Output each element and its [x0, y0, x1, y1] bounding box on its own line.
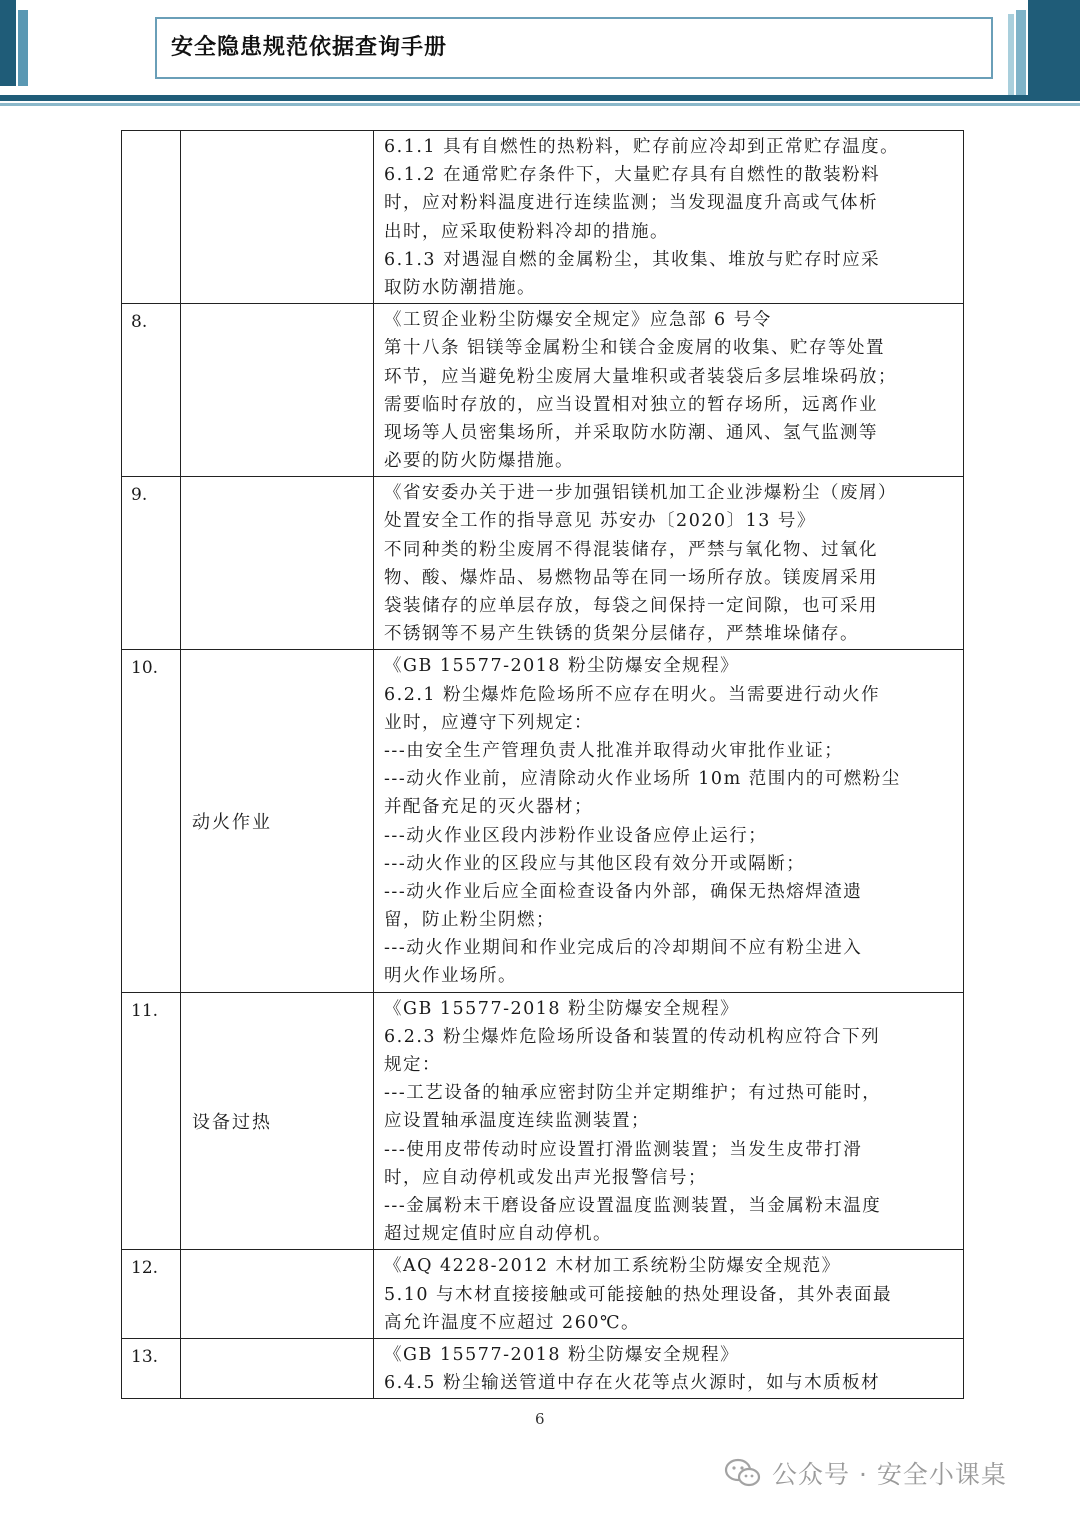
basis-text-line: ---动火作业前，应清除动火作业场所 10m 范围内的可燃粉尘 [384, 769, 901, 790]
table-row [122, 304, 964, 477]
header-band-right-accent [1016, 10, 1026, 98]
basis-text-line: ---动火作业区段内涉粉作业设备应停止运行； [384, 825, 768, 846]
header-band-left [0, 0, 16, 86]
row-number: 13. [122, 1338, 181, 1398]
hazard-item: 设备过热 [181, 992, 374, 1250]
hazard-item [181, 304, 374, 477]
basis-text-line: 6.1.2 在通常贮存条件下，大量贮存具有自燃性的散装粉料 [384, 165, 881, 186]
table-row [122, 992, 964, 1250]
basis-text-line: 规定： [384, 1055, 441, 1075]
basis-text-line: 出时，应采取使粉料冷却的措施。 [384, 221, 669, 242]
basis-text-line: ---金属粉末干磨设备应设置温度监测装置，当金属粉末温度 [384, 1195, 882, 1216]
basis-text-line: ---工艺设备的轴承应密封防尘并定期维护；有过热可能时， [384, 1083, 882, 1104]
watermark-text: 公众号 · 安全小课桌 [772, 1460, 1007, 1489]
basis-text-line: 第十八条 铝镁等金属粉尘和镁合金废屑的收集、贮存等处置 [384, 338, 886, 359]
regulation-basis [374, 131, 964, 304]
basis-text-line: 6.1.1 具有自燃性的热粉料，贮存前应冷却到正常贮存温度。 [384, 137, 900, 157]
basis-text-line: 现场等人员密集场所，并采取防水防潮、通风、氢气监测等 [384, 422, 878, 443]
table-row [122, 650, 964, 992]
basis-text-line: 时，应对粉料温度进行连续监测；当发现温度升高或气体析 [384, 193, 878, 214]
table-row [122, 1250, 964, 1339]
basis-text-line: 不同种类的粉尘废屑不得混装储存，严禁与氧化物、过氧化 [384, 539, 878, 560]
header-band-right [1028, 0, 1080, 100]
page-number: 6 [535, 1410, 545, 1428]
basis-text-line: 超过规定值时应自动停机。 [384, 1224, 612, 1245]
basis-text-line: 6.1.3 对遇湿自燃的金属粉尘，其收集、堆放与贮存时应采 [384, 249, 881, 270]
basis-text-line: 应设置轴承温度连续监测装置； [384, 1111, 650, 1132]
row-number [122, 131, 181, 304]
row-number: 8. [122, 304, 181, 477]
basis-text-line: 《AQ 4228-2012 木材加工系统粉尘防爆安全规范》 [384, 1256, 841, 1277]
header-rule-dark [0, 95, 1080, 101]
basis-text-line: 不锈钢等不易产生铁锈的货架分层储存，严禁堆垛储存。 [384, 624, 859, 645]
regulation-basis [374, 650, 964, 992]
regulation-basis [374, 1250, 964, 1339]
regulation-basis [374, 1338, 964, 1398]
regulation-basis [374, 992, 964, 1250]
basis-text-line: 6.2.3 粉尘爆炸危险场所设备和装置的传动机构应符合下列 [384, 1026, 881, 1047]
basis-text-line: 并配备充足的灭火器材； [384, 797, 593, 818]
table-row [122, 477, 964, 650]
basis-text-line: 留，防止粉尘阴燃； [384, 910, 555, 931]
row-number: 10. [122, 650, 181, 992]
basis-text-line: 《省安委办关于进一步加强铝镁机加工企业涉爆粉尘（废屑） [384, 483, 897, 504]
basis-text-line: 必要的防火防爆措施。 [384, 451, 574, 472]
basis-text-line: ---动火作业后应全面检查设备内外部，确保无热熔焊渣遗 [384, 881, 863, 902]
watermark [724, 1455, 1007, 1491]
table-row [122, 1338, 964, 1398]
page-title: 安全隐患规范依据查询手册 [171, 35, 448, 60]
basis-text-line: 需要临时存放的，应当设置相对独立的暂存场所，远离作业 [384, 394, 878, 415]
hazard-item [181, 131, 374, 304]
hazard-item [181, 1250, 374, 1339]
hazard-item [181, 1338, 374, 1398]
header-title-box [155, 17, 993, 79]
header-rule-light [0, 103, 1080, 106]
basis-text-line: 《GB 15577-2018 粉尘防爆安全规程》 [384, 998, 740, 1019]
basis-text-line: 《工贸企业粉尘防爆安全规定》应急部 6 号令 [384, 310, 772, 331]
table-row [122, 131, 964, 304]
basis-text-line: 5.10 与木材直接接触或可能接触的热处理设备，其外表面最 [384, 1284, 893, 1305]
basis-text-line: 明火作业场所。 [384, 966, 517, 987]
header-band-left-accent [18, 10, 28, 86]
basis-text-line: 《GB 15577-2018 粉尘防爆安全规程》 [384, 1344, 740, 1365]
wechat-icon [724, 1458, 762, 1488]
basis-text-line: 6.4.5 粉尘输送管道中存在火花等点火源时，如与木质板材 [384, 1373, 881, 1394]
hazard-item [181, 477, 374, 650]
hazard-item: 动火作业 [181, 650, 374, 992]
basis-text-line: 袋装储存的应单层存放，每袋之间保持一定间隙，也可采用 [384, 596, 878, 616]
row-number: 11. [122, 992, 181, 1250]
basis-text-line: ---动火作业的区段应与其他区段有效分开或隔断； [384, 853, 806, 874]
basis-text-line: 《GB 15577-2018 粉尘防爆安全规程》 [384, 656, 740, 677]
basis-text-line: 环节，应当避免粉尘废屑大量堆积或者装袋后多层堆垛码放； [384, 366, 897, 387]
basis-text-line: ---使用皮带传动时应设置打滑监测装置；当发生皮带打滑 [384, 1139, 863, 1160]
row-number: 12. [122, 1250, 181, 1339]
row-number: 9. [122, 477, 181, 650]
basis-text-line: 取防水防潮措施。 [384, 277, 536, 298]
basis-text-line: ---由安全生产管理负责人批准并取得动火审批作业证； [384, 740, 844, 761]
regulation-basis [374, 477, 964, 650]
header-band-right-accent-light [1008, 14, 1014, 98]
basis-text-line: 6.2.1 粉尘爆炸危险场所不应存在明火。当需要进行动火作 [384, 684, 881, 705]
basis-text-line: 业时，应遵守下列规定： [384, 712, 593, 733]
regulation-table [121, 130, 964, 1399]
regulation-basis [374, 304, 964, 477]
basis-text-line: ---动火作业期间和作业完成后的冷却期间不应有粉尘进入 [384, 938, 863, 959]
basis-text-line: 高允许温度不应超过 260℃。 [384, 1312, 641, 1333]
basis-text-line: 处置安全工作的指导意见 苏安办〔2020〕13 号》 [384, 511, 816, 532]
basis-text-line: 时，应自动停机或发出声光报警信号； [384, 1167, 707, 1188]
basis-text-line: 物、酸、爆炸品、易燃物品等在同一场所存放。镁废屑采用 [384, 567, 878, 588]
